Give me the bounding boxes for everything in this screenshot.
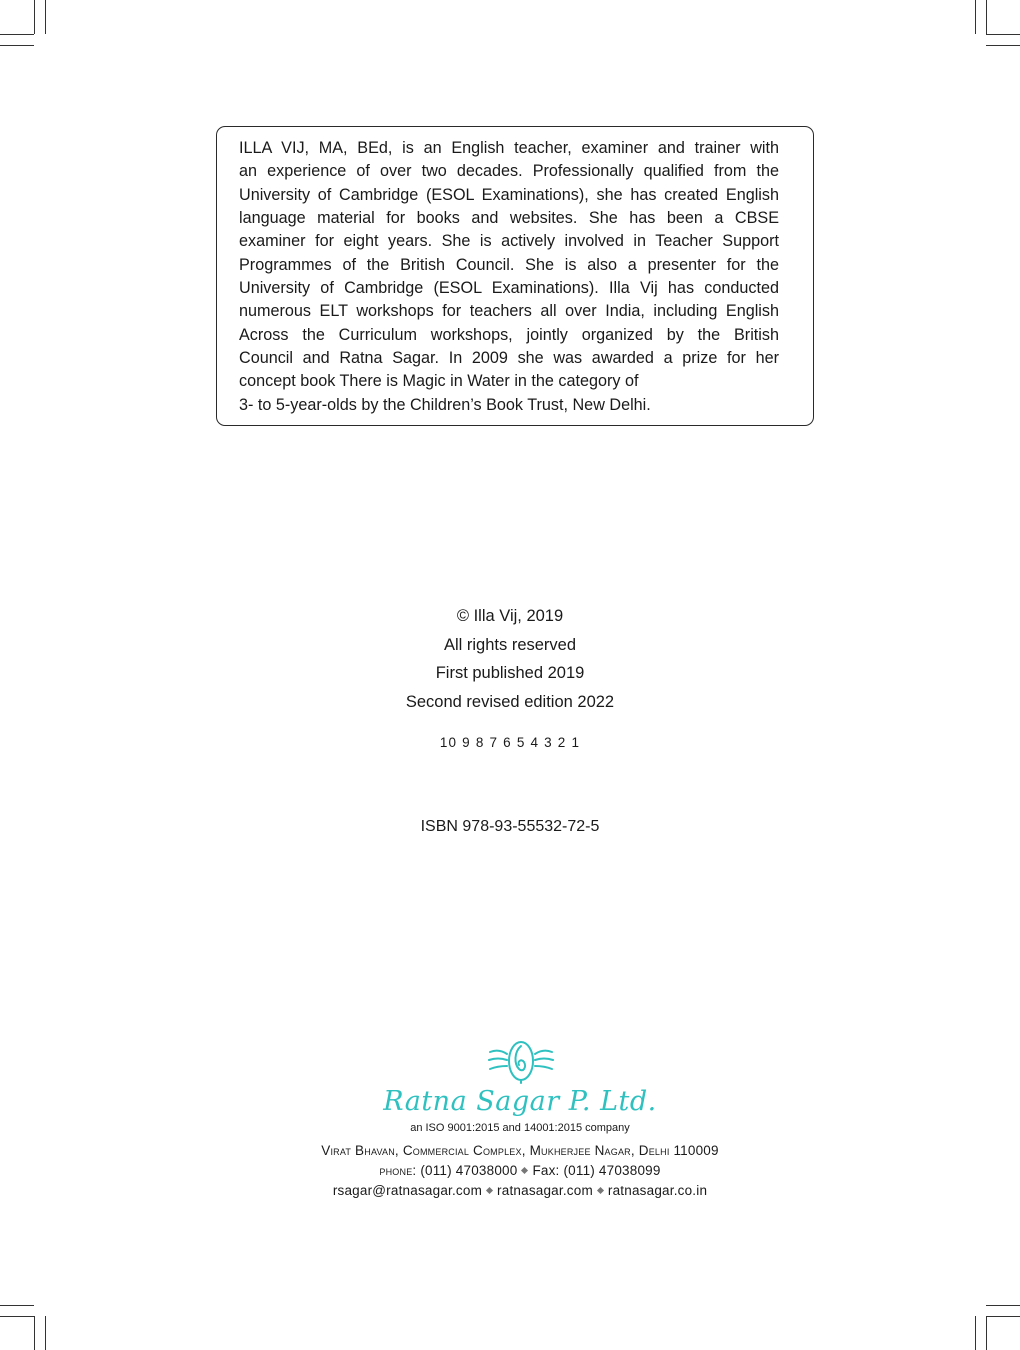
bio-line: examiner for eight years. She is actively involved in Teacher Support	[239, 232, 779, 250]
contact-web	[0, 1183, 1020, 1198]
crop-mark	[986, 1316, 987, 1350]
fax-number: Fax: (011) 47038099	[532, 1163, 661, 1178]
phone-number: phone: (011) 47038000	[379, 1163, 518, 1178]
bio-line: Across the Curriculum workshops, jointly organized by the British	[239, 325, 779, 344]
publisher-name: Ratna Sagar P. Ltd.	[383, 1086, 657, 1117]
diamond-separator-icon	[521, 1167, 528, 1174]
first-published: First published 2019	[435, 664, 585, 682]
crop-mark	[0, 34, 34, 35]
bio-line: University of Cambridge (ESOL Examinations). Illa Vij has conducted	[239, 279, 779, 297]
crop-mark	[34, 1316, 35, 1350]
crop-mark	[986, 0, 987, 34]
bio-line: Programmes of the British Council. She is also a presenter for the	[239, 255, 779, 274]
crop-mark	[0, 1316, 34, 1317]
copyright-notice: © Illa Vij, 2019	[456, 607, 564, 625]
crop-mark	[0, 45, 34, 46]
contact-phone-fax	[0, 1163, 1020, 1178]
crop-mark	[45, 1316, 46, 1350]
bio-line: University of Cambridge (ESOL Examinations), she has created English	[239, 185, 779, 204]
rights-reserved: All rights reserved	[443, 635, 577, 654]
diamond-separator-icon	[486, 1187, 493, 1194]
conch-shell-logo-icon	[488, 1038, 554, 1084]
crop-mark	[45, 0, 46, 34]
crop-mark	[975, 1316, 976, 1350]
edition-info: Second revised edition 2022	[405, 692, 615, 711]
bio-line: concept book There is Magic in Water in the category of	[239, 372, 639, 390]
publisher-address: Virat Bhavan, Commercial Complex, Mukherjee Nagar, Delhi 110009	[321, 1143, 719, 1158]
isbn: ISBN 978-93-55532-72-5	[420, 818, 600, 835]
bio-line: 3- to 5-year-olds by the Children’s Book Trust, New Delhi.	[239, 395, 651, 414]
bio-line: an experience of over two decades. Professionally qualified from the	[239, 162, 779, 180]
crop-mark	[34, 0, 35, 34]
crop-mark	[986, 45, 1020, 46]
impression-line: 10 9 8 7 6 5 4 3 2 1	[439, 735, 581, 750]
bio-line: language material for books and websites. She has been a CBSE	[239, 209, 779, 227]
bio-line: Council and Ratna Sagar. In 2009 she was awarded a prize for her	[239, 349, 779, 367]
crop-mark	[0, 1305, 34, 1306]
crop-mark	[975, 0, 976, 34]
crop-mark	[986, 1316, 1020, 1317]
bio-line: ILLA VIJ, MA, BEd, is an English teacher, examiner and trainer with	[239, 139, 779, 157]
iso-certification: an ISO 9001:2015 and 14001:2015 company	[410, 1122, 630, 1134]
website-link[interactable]: ratnasagar.co.in	[607, 1183, 708, 1198]
diamond-separator-icon	[597, 1187, 604, 1194]
author-bio-box	[216, 126, 814, 426]
website-link[interactable]: ratnasagar.com	[497, 1183, 593, 1198]
email-address[interactable]: rsagar@ratnasagar.com	[332, 1183, 483, 1198]
copyright-block	[0, 602, 1020, 716]
bio-line: numerous ELT workshops for teachers all over India, including English	[239, 302, 779, 320]
crop-mark	[986, 1305, 1020, 1306]
crop-mark	[986, 34, 1020, 35]
